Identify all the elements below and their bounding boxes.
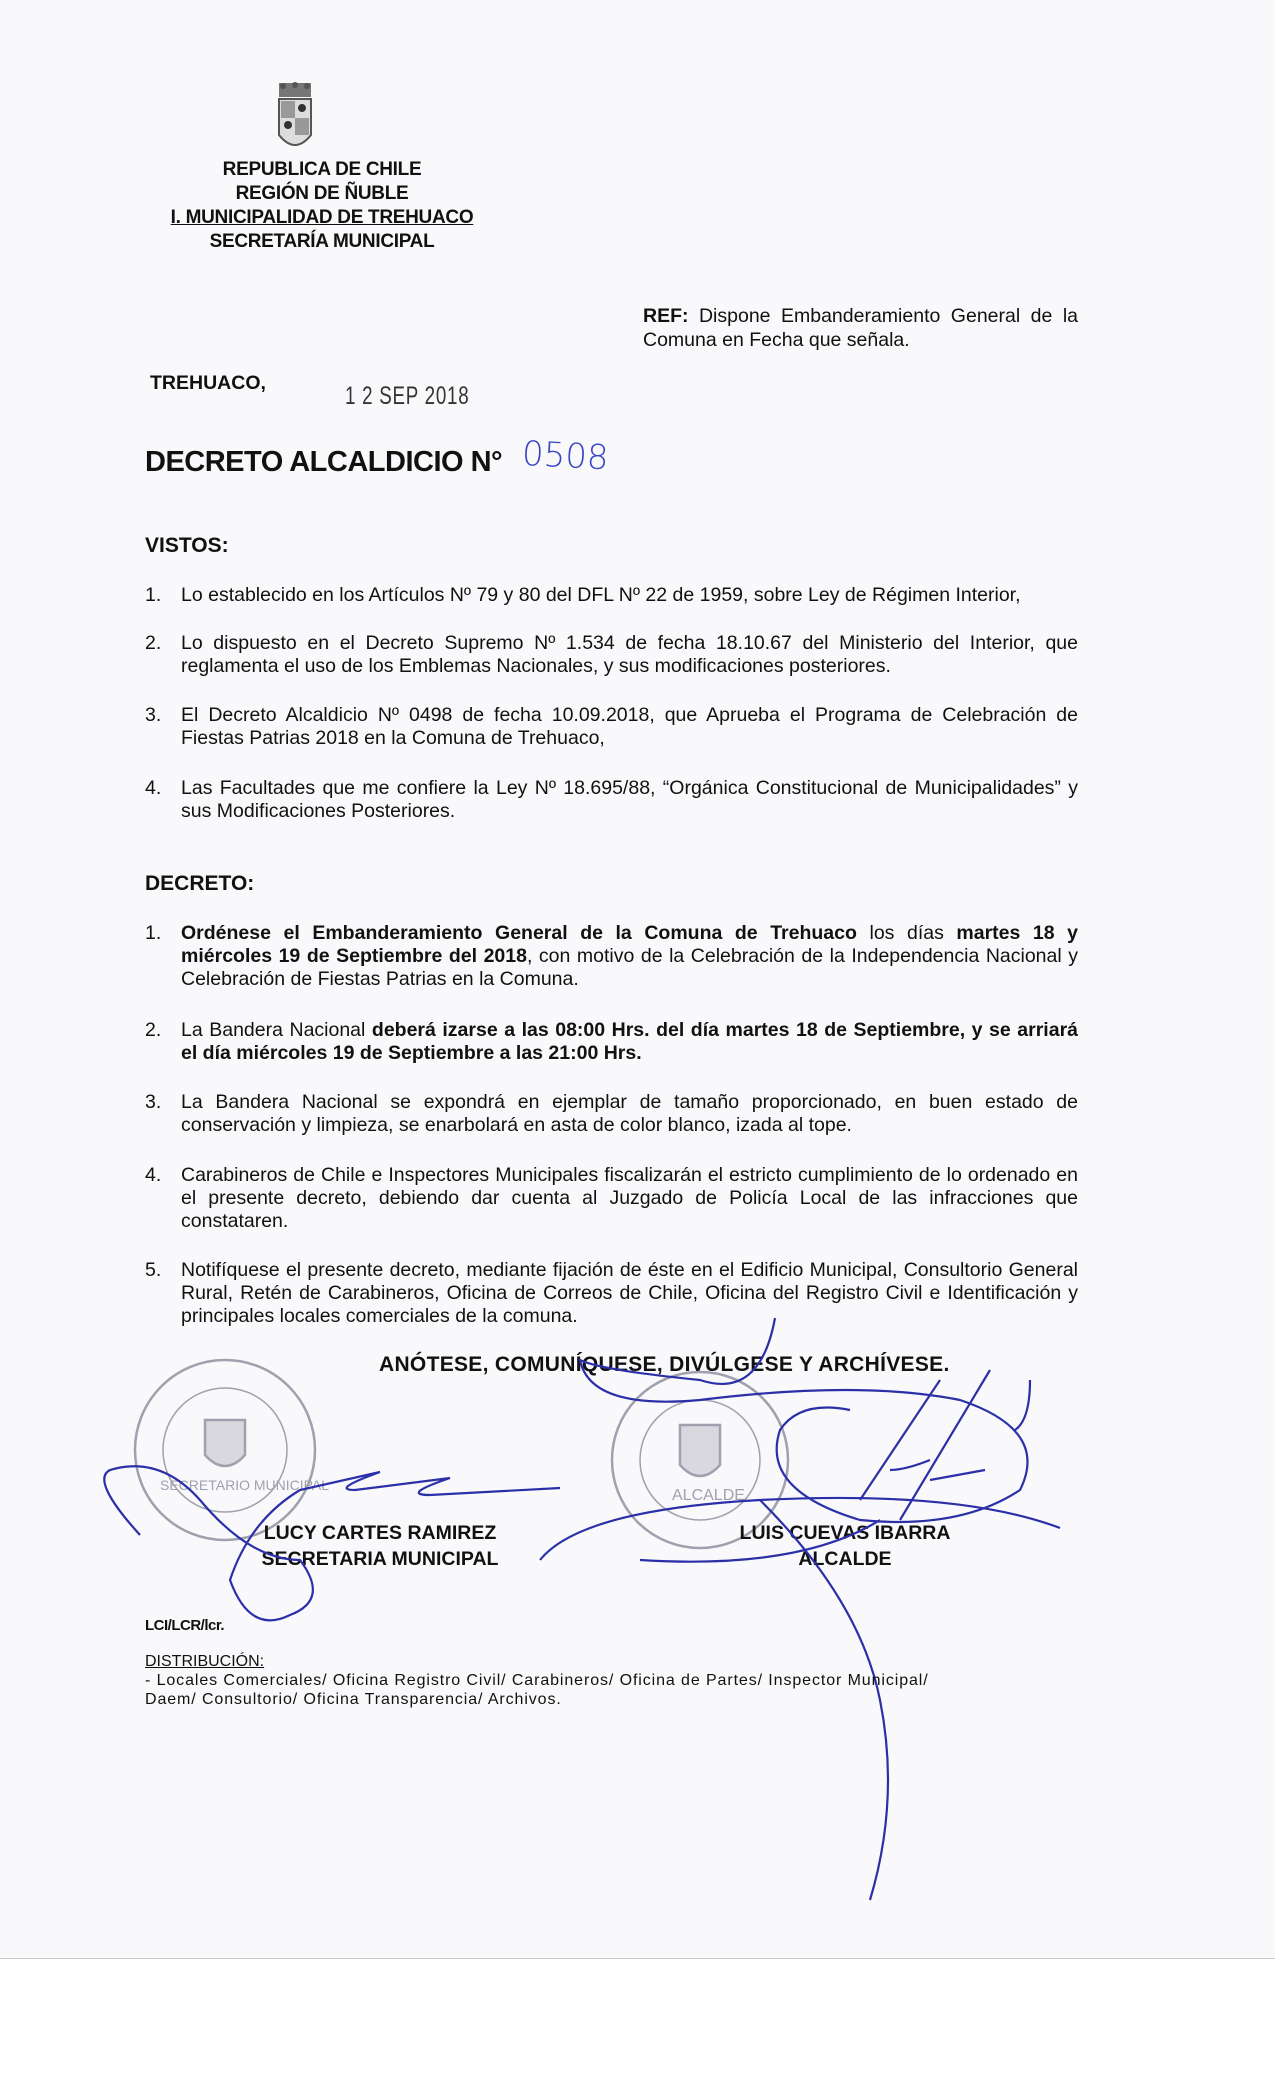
distribution xyxy=(145,1652,1085,1709)
date-stamp: 1 2 SEP 2018 xyxy=(345,382,470,410)
item-text: Lo establecido en los Artículos Nº 79 y 80 del DFL Nº 22 de 1959, sobre Ley de Régimen Interior, xyxy=(181,584,1021,606)
page-title: DECRETO ALCALDICIO N° xyxy=(145,446,503,478)
bold-text: deberá izarse a las 08:00 Hrs. del día martes 18 de Septiembre, y se arriará el día miércoles 19 de Septiembre a las 21:00 Hrs. xyxy=(181,1019,1078,1064)
item-text: Lo dispuesto en el Decreto Supremo Nº 1.534 de fecha 18.10.67 del Ministerio del Interior, que reglamenta el uso de los Emblemas Nacionales, y sus modificaciones posteriores. xyxy=(181,632,1078,677)
closing-formula: ANÓTESE, COMUNÍQUESE, DIVÚLGESE Y ARCHÍVESE. xyxy=(379,1353,950,1376)
signatory-secretary xyxy=(230,1520,530,1572)
letterhead-line: REPUBLICA DE CHILE xyxy=(222,159,422,180)
signatory-name: LUIS CUEVAS IBARRA xyxy=(739,1522,951,1544)
item-text xyxy=(181,922,1078,991)
distribution-line: Daem/ Consultorio/ Oficina Transparencia/ Archivos. xyxy=(145,1691,562,1708)
decreto-heading: DECRETO: xyxy=(145,872,255,895)
reference xyxy=(643,304,1078,352)
distribution-heading: DISTRIBUCIÓN: xyxy=(145,1653,265,1670)
decreto-item xyxy=(145,922,1078,991)
mayor-stamp-text: ALCALDE xyxy=(672,1487,745,1504)
signatory-name: LUCY CARTES RAMIREZ xyxy=(263,1522,497,1544)
letterhead-line: I. MUNICIPALIDAD DE TREHUACO xyxy=(170,207,474,228)
signatory-mayor xyxy=(700,1520,990,1572)
vistos-item xyxy=(145,632,1078,678)
text: La Bandera Nacional xyxy=(181,1019,372,1041)
vistos-item xyxy=(145,584,1078,607)
item-text: Notifíquese el presente decreto, mediante fijación de éste en el Edificio Municipal, Consultorio General Rural, Retén de Carabineros, Oficina de Correos de Chile, Oficina del Registro Civil e Identificación y principales locales comerciales de la comuna. xyxy=(181,1259,1078,1327)
letterhead-line: REGIÓN DE ÑUBLE xyxy=(235,183,409,204)
vistos-heading: VISTOS: xyxy=(145,534,229,557)
place: TREHUACO, xyxy=(150,372,266,394)
item-text: Las Facultades que me confiere la Ley Nº 18.695/88, “Orgánica Constitucional de Municipalidades” y sus Modificaciones Posteriores. xyxy=(181,777,1078,822)
decree-number-handwritten: 0508 xyxy=(521,433,610,479)
item-number: 2. xyxy=(145,1019,162,1041)
vistos-item xyxy=(145,704,1078,750)
bold-text: Ordénese el Embanderamiento General de la Comuna de Trehuaco xyxy=(181,922,857,944)
decreto-item xyxy=(145,1019,1078,1065)
item-number: 2. xyxy=(145,632,162,654)
item-number: 3. xyxy=(145,1091,162,1113)
text: los días xyxy=(856,922,957,944)
item-number: 4. xyxy=(145,777,162,799)
item-text xyxy=(181,1019,1078,1065)
signatory-role: ALCALDE xyxy=(798,1548,892,1570)
item-number: 1. xyxy=(145,584,162,606)
signatory-role: SECRETARIA MUNICIPAL xyxy=(261,1548,499,1570)
letterhead xyxy=(140,158,504,254)
bold-text: martes 18 y miércoles 19 de Septiembre del 2018 xyxy=(181,922,1079,967)
text: , con motivo de la Celebración de la Independencia Nacional y Celebración de Fiestas Patrias en la Comuna. xyxy=(181,945,1078,990)
ref-label: REF: xyxy=(643,305,689,327)
item-text: El Decreto Alcaldicio Nº 0498 de fecha 10.09.2018, que Aprueba el Programa de Celebración de Fiestas Patrias 2018 en la Comuna de Trehuaco, xyxy=(181,704,1078,749)
item-number: 3. xyxy=(145,704,162,726)
vistos-item xyxy=(145,777,1078,823)
initials: LCI/LCR/lcr. xyxy=(145,1617,225,1634)
ref-text: Dispone Embanderamiento General de la Comuna en Fecha que señala. xyxy=(643,305,1078,351)
letterhead-line: SECRETARÍA MUNICIPAL xyxy=(209,231,435,252)
secretary-stamp-text: SECRETARIO MUNICIPAL xyxy=(160,1477,330,1493)
distribution-line: - Locales Comerciales/ Oficina Registro Civil/ Carabineros/ Oficina de Partes/ Inspector Municipal/ xyxy=(145,1672,929,1689)
item-text: Carabineros de Chile e Inspectores Municipales fiscalizarán el estricto cumplimiento de lo ordenado en el presente decreto, debiendo dar cuenta al Juzgado de Policía Local de las infracciones que constataren. xyxy=(181,1164,1078,1232)
item-number: 4. xyxy=(145,1164,162,1186)
item-number: 1. xyxy=(145,922,162,944)
decreto-item xyxy=(145,1091,1078,1137)
item-text: La Bandera Nacional se expondrá en ejemplar de tamaño proporcionado, en buen estado de conservación y limpieza, se enarbolará en asta de color blanco, izada al tope. xyxy=(181,1091,1078,1136)
item-number: 5. xyxy=(145,1259,162,1281)
decreto-item xyxy=(145,1259,1078,1328)
decreto-item xyxy=(145,1164,1078,1233)
